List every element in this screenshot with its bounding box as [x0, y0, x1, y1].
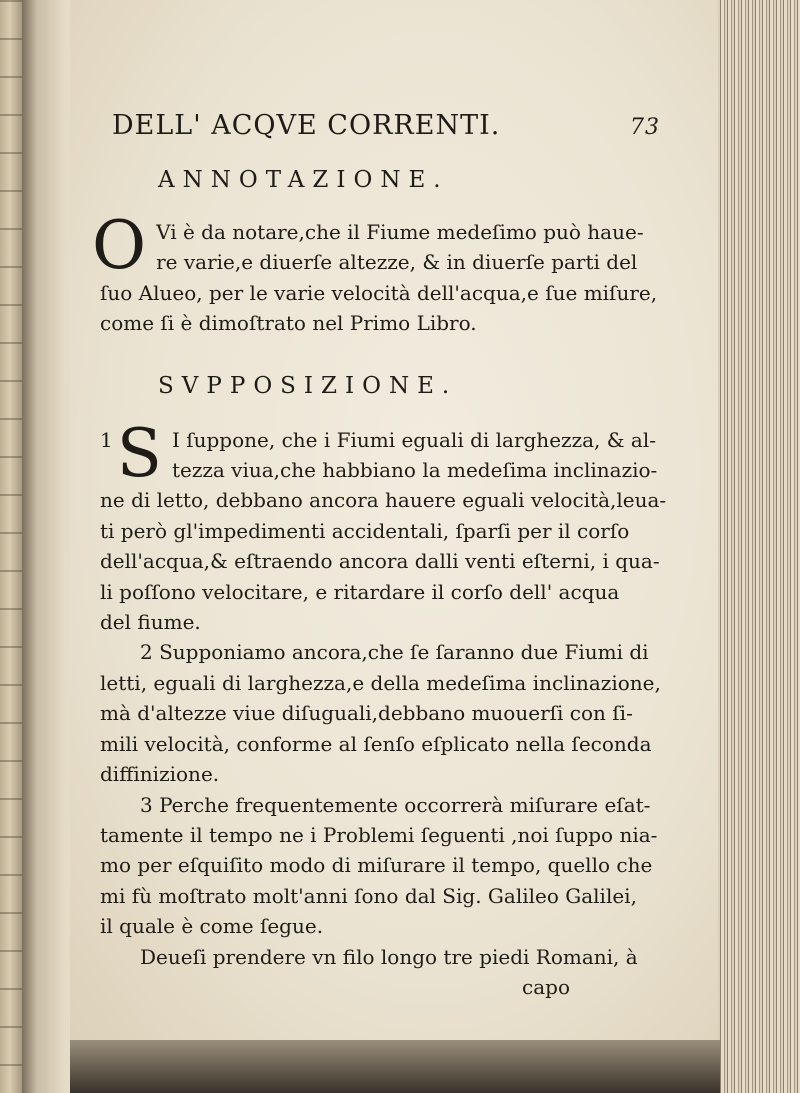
binding-edge [0, 0, 22, 1093]
text-line: tezza viua,che habbiano la medeſima inclinazio- [171, 458, 658, 483]
text-line: tamente il tempo ne i Problemi ſeguenti ,noi ſuppo nia- [100, 822, 658, 847]
text-line: mà d'altezze viue diſuguali,debbano muouerſi con ſi- [100, 701, 633, 726]
annotazione-heading: ANNOTAZIONE. [158, 167, 449, 193]
text-line: Vi è da notare,che il Fiume medeſimo può haue- [156, 220, 644, 244]
text-line: Deueſi prendere vn filo longo tre piedi Romani, à [140, 944, 638, 969]
text-line: li poſſono velocitare, e ritardare il corſo dell' acqua [100, 579, 620, 604]
text-line: letti, eguali di larghezza,e della medeſima inclinazione, [100, 670, 661, 695]
text-line: re varie,e diuerſe altezze, & in diuerſe parti del [156, 250, 638, 275]
text-line: 2 Supponiamo ancora,che ſe ſaranno due Fiumi di [140, 640, 649, 665]
supposizione-item-2 [100, 637, 660, 789]
text-line: mi fù moſtrato molt'anni ſono dal Sig. Galileo Galilei, [100, 883, 637, 908]
supposizione-heading: SVPPOSIZIONE. [158, 372, 458, 399]
text-line: del fiume. [100, 610, 201, 635]
text-line: ſuo Alueo, per le varie velocità dell'acqua,e ſue miſure, [100, 280, 658, 305]
running-head [112, 110, 660, 141]
text-block [92, 110, 667, 1002]
bottom-shadow [70, 1040, 720, 1093]
text-line: 3 Perche frequentemente occorrerà miſurare eſat- [140, 792, 651, 817]
supposizione-item-1 [100, 414, 667, 638]
annotazione-paragraph [92, 207, 660, 339]
item-number: 1 [100, 427, 113, 452]
text-line: mo per eſquiſito modo di miſurare il tempo, quello che [100, 853, 653, 878]
catchword: capo [522, 974, 570, 999]
running-head-title: DELL' ACQVE CORRENTI. [112, 110, 501, 141]
text-line: il quale è come ſegue. [100, 914, 324, 939]
page-stack-edge [718, 0, 800, 1093]
page-number: 73 [630, 115, 660, 140]
drop-cap-o: O [92, 207, 147, 284]
supposizione-item-3 [100, 790, 660, 1002]
text-line: ti però gl'impedimenti accidentali, ſparſi per il corſo [100, 518, 630, 543]
drop-cap-s: S [116, 414, 162, 492]
text-line: diffinizione. [100, 762, 220, 787]
text-line: mili velocità, conforme al ſenſo eſplicato nella ſeconda [100, 731, 652, 756]
text-line: I ſuppone, che i Fiumi eguali di larghezza, & al- [171, 427, 656, 452]
text-line: dell'acqua,& eſtraendo ancora dalli venti eſterni, i qua- [100, 549, 660, 574]
text-line: come ſi è dimoſtrato nel Primo Libro. [100, 311, 477, 336]
text-line: ne di letto, debbano ancora hauere eguali velocità,leua- [100, 488, 667, 513]
